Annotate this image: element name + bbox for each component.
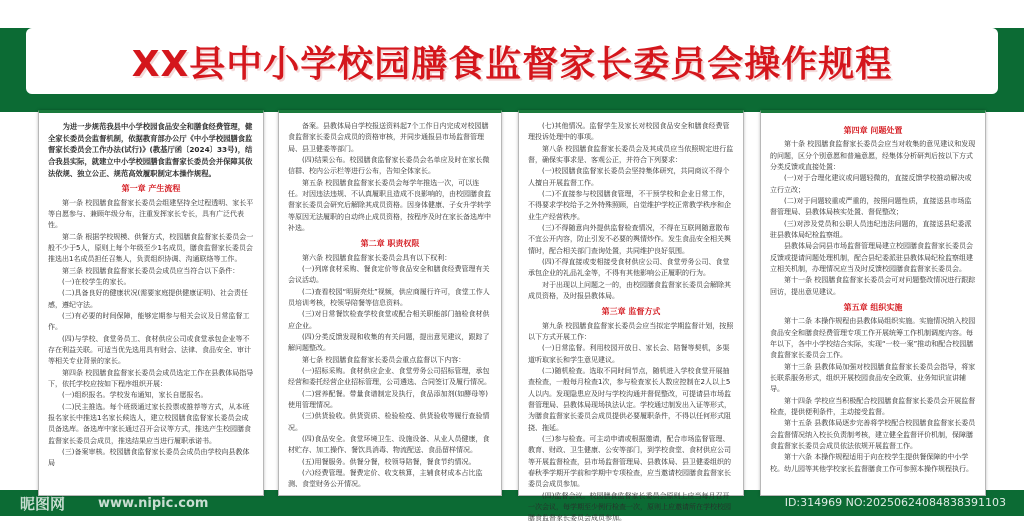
article-paragraph: (二)营养配餐。带量食谱制定及执行，食品添加剂(如酵母等)使用管理情况。 [288,389,488,409]
article-paragraph: 第九条 校园膳食监督家长委员会应当拟定学期监督计划，按照以下方式开展工作： [528,321,734,341]
panel-1 [38,110,264,496]
article-paragraph: (三)对日常餐饮检查学校食堂或配合相关职能部门抽检食材供应企业。 [288,310,490,330]
panel-3 [518,110,744,523]
article-paragraph: (二)民主推选。每个班级通过家长投票或推荐等方式，从本班报名家长中推选1名家长候选人，建立校园膳食监督家长委员会成员备选库。备选库中家长通过召开会议等方式，推选产生校园膳食监督家长委员会成员，推选结果应当进行履职承诺书。 [48,402,251,445]
article-paragraph: (六)经费管理。餐费定价、收支核算，主辅食材成本占比监测、食堂财务公开情况。 [288,468,483,489]
article-paragraph: 第十三条 县教体局加强对校园膳食监督家长委员会指导，将家长联系服务形式，组织开展校园食品安全政策、业务知识宣讲辅导。 [770,362,976,394]
article-paragraph: (一)列席食材采购、餐食定价等食品安全和膳食经费管理有关会议活动。 [288,265,490,285]
article-paragraph: (一)日常监督。利用校园开放日、家长会、陪餐等契机，多渠道听取家长和学生意见建议。 [528,344,730,364]
chapter-2-heading: 第二章 职责权限 [360,239,420,249]
article-paragraph: 第八条 校园膳食监督家长委员会及其成员应当依照规定进行监督，确保实事求是、客观公正，并符合下列要求： [528,144,734,164]
watermark-brand: 昵图网 [20,495,66,513]
article-paragraph: 县教体局会同县市场监督管理局建立校园膳食监督家长委员会反馈或提请问题处理机制，配合县纪委派驻县教体局纪检监察组建立相关机制，办理情况应当及时反馈校园膳食监督家长委员会。 [770,242,973,273]
article-paragraph: 备案。县教体局自学校报送资料起7个工作日内完成对校园膳食监督家长委员会成员的资格审核，并同步通报县市场监督管理局、县卫健委等部门。 [288,122,489,153]
panel-4 [760,110,986,496]
article-paragraph: (四)与学校、食堂务员工、食材供应公司或食堂承包企业等不存在利益关联。可适当优先选用具有财会、法律、食品安全、审计等相关专业背景的家长。 [48,334,251,366]
article-paragraph: (二)查看校园“明厨亮灶”视频，供应商履行许可，食堂工作人员培训考核，校领导陪餐等信息资料。 [288,287,490,307]
article-paragraph: (二)对于问题较重或严重的，按照问题性质，直接送县市场监督管理局、县教体局核实处置、督促整改； [770,197,972,217]
watermark-id: ID:314969 NO:20250624084838391103 [784,496,1006,509]
article-paragraph: 第十六条 本操作规程适用于向在校学生提供餐保障的中小学校。幼儿园等其他学校家长监督膳食工作可参照本操作规程执行。 [770,453,973,473]
page-title: XX县中小学校园膳食监督家长委员会操作规程 [131,43,893,85]
article-paragraph: (三)不得随意向外提供监督检查情况，不得在互联网随意散布不宜公开内容，防止引发不必要的舆情炒作。发生食品安全相关舆情时，配合相关部门查询处置，共同维护良好氛围。 [528,223,731,255]
header-top-strip [0,0,1024,28]
article-paragraph: (一)招标采购。食材供应企业、食堂劳务公司招标管理，承包经营和委托经营企业招标管理，公司遴选、合同签订及履行情况。 [288,366,491,387]
article-paragraph: 第十二条 本操作规程由县教体局组织实施。实施情况纳入校园食品安全和膳食经费管理专项工作开展统筹工作机制调度内容。每年以下，各中小学校结合实际，实现“一校一案”推动和配合校园膳食监督家长委员会工作。 [770,317,976,360]
chapter-1-heading: 第一章 产生流程 [121,184,181,194]
article-paragraph: 第二条 根据学校规模、供餐方式，校园膳食监督家长委员会一般不少于5人，原则上每个年级至少1名成员，膳食监督家长委员会推选出1名成员担任召集人，负责组织协调、沟通联络等工作。 [48,232,254,264]
article-paragraph: (三)有必要的时间保障，能够定期参与相关会议及日常监督工作。 [48,312,250,332]
article-paragraph: 第十五条 县教体局逐步完善将学校配合校园膳食监督家长委员会监督情况纳入校长负责制考核，建立健全监督评价机制，保障膳食监督家长委员会成员依法依规开展监督工作。 [770,419,976,450]
article-paragraph: 第十四条 学校应当积极配合校园膳食监督家长委员会开展监督检查，提供便利条件，主动接受监督。 [770,396,976,416]
article-paragraph: (一)校园膳食监督家长委员会坚持集体研究，共同商议不得个人擅自开展监督工作。 [528,167,730,187]
article-paragraph: (四)食品安全。食堂环境卫生、设施设备、从业人员健康，食材贮存、加工操作、餐饮具消毒、物流配送、食品留样情况。 [288,434,490,455]
article-paragraph: (二)不直接参与校园膳食管理，不干预学校和企业日常工作，不得要求学校给予之外特殊照顾，自觉维护学校正常教学秩序和企业生产经营秩序。 [528,189,731,221]
article-paragraph: (一)对于合理化建议或问题轻微的，直接反馈学校推动解决或立行立改； [770,174,972,194]
article-paragraph: (七)其他情况。监督学生及家长对校园食品安全和膳食经费管理投诉处理中的事项。 [528,122,730,142]
article-paragraph: (一)组织报名。学校发布通知，家长自愿报名。 [62,391,208,400]
article-paragraph: 第三条 校园膳食监督家长委员会成员应当符合以下条件： [62,266,240,275]
article-paragraph: 第五条 校园膳食监督家长委员会每学年推选一次，可以连任。对因违法违规、不认真履职且造成不良影响的，由校园膳食监督家长委员会研究后解除其成员资格。因身体健康、子女升学转学等原因无法履职的自动终止成员资格，按程序及时在家长备选库中补选。 [288,178,491,232]
article-paragraph: (四)结果公布。校园膳食监督家长委员会名单应及时在家长微信群、校内公示栏等进行公布，告知全体家长。 [288,155,490,176]
article-paragraph: (五)用餐服务。供餐分餐，校领导陪餐，餐食节约情况。 [302,457,476,466]
watermark-url: www.nipic.com [98,496,209,511]
article-paragraph: (一)在校学生的家长。 [62,278,131,287]
article-paragraph: 第十一条 校园膳食监督家长委员会可对问题整改情况进行跟踪回访，提出意见建议。 [770,276,976,296]
article-paragraph: (二)随机检查。选取不同时间节点，随机进入学校食堂开展抽查检查，一般每月检查1次，参与检查家长人数应控制在2人以上5人以内。发现隐患应及时与学校沟通并督促整改，可提请县市场监督管理局、县教体局现场执法认定。学校通过制发出入证等形式，为膳食监督家长委员会成员提供必要履职条件，不得以任何形式阻挠、拖延。 [528,366,731,432]
article-paragraph: 第十条 校园膳食监督家长委员会应当对收集的意见建议和发现的问题，区分个别意愿和普遍意愿，经集体分析研判后按以下方式分类反馈或直接处置： [770,140,976,172]
article-paragraph: (四)分类反馈发现和收集的有关问题，提出意见建议，跟踪了解问题整改。 [288,332,490,353]
title-card [26,28,998,94]
article-paragraph: 第一条 校园膳食监督家长委员会组建坚持全过程透明、家长平等自愿参与、兼顾年级分布，注重发挥家长专长，具有广泛代表性。 [48,198,254,230]
article-paragraph: 第七条 校园膳食监督家长委员会重点监督以下内容： [302,355,466,364]
article-paragraph: (三)对涉及党员和公职人员违纪违法问题的，直接送县纪委派驻县教体局纪检监察组。 [770,219,972,240]
chapter-3-heading: 第三章 监督方式 [601,307,661,317]
intro-paragraph: 为进一步规范我县中小学校园食品安全和膳食经费管理，健全家长委员会监督机制，依据教育部办公厅《中小学校园膳食监督家长委员会工作办法(试行)》(教基厅函〔2024〕33号)，结合我县实际，就建立中小学校园膳食监督家长委员会并保障其依法依规、独立公正、规范高效履职制定本操作规程。 [48,122,253,178]
article-paragraph: (二)具备良好的健康状况(需要家庭提供健康证明)、社会责任感，遵纪守法。 [48,289,248,309]
article-paragraph: (三)参与检查。可主动申请或根据邀请，配合市场监督管理、教育、财政、卫生健康、公安等部门，到学校食堂、食材供应公司等开展监督检查，县市场监督管理局、县教体局、县卫健委组织的春秋季学期开学前和学期中专项检查，应当邀请校园膳食监督家长委员会成员参加。 [528,434,731,489]
article-paragraph: (三)供货验收。供货资质、检验检疫、供货验收等履行查验情况。 [288,412,490,432]
article-paragraph: (四)不得直接或变相接受食材供应公司、食堂劳务公司、食堂承包企业的礼品礼金等，不得有其他影响公正履职的行为。 [528,257,730,278]
article-paragraph: (三)备案审核。校园膳食监督家长委员会成员由学校向县教体局 [48,447,250,468]
article-paragraph: 第六条 校园膳食监督家长委员会具有以下权利： [302,253,452,262]
article-paragraph: 对于出现以上问题之一的，由校园膳食监督家长委员会解除其成员资格，及时报县教体局。 [528,280,731,300]
chapter-4-heading: 第四章 问题处置 [843,126,903,135]
panel-2 [278,110,502,496]
chapter-5-heading: 第五章 组织实施 [843,302,903,312]
article-paragraph: (四)监督会议。校园膳食监督家长委员会原则上应当每月召开一次会议，每学期至少例行检查一次，原则上应邀请所在学校校园膳食监督家长委员会成员参加。 [528,491,731,523]
article-paragraph: 第四条 校园膳食监督家长委员会成员选定工作在县教体局指导下，依托学校应按如下程序组织开展： [48,368,254,388]
